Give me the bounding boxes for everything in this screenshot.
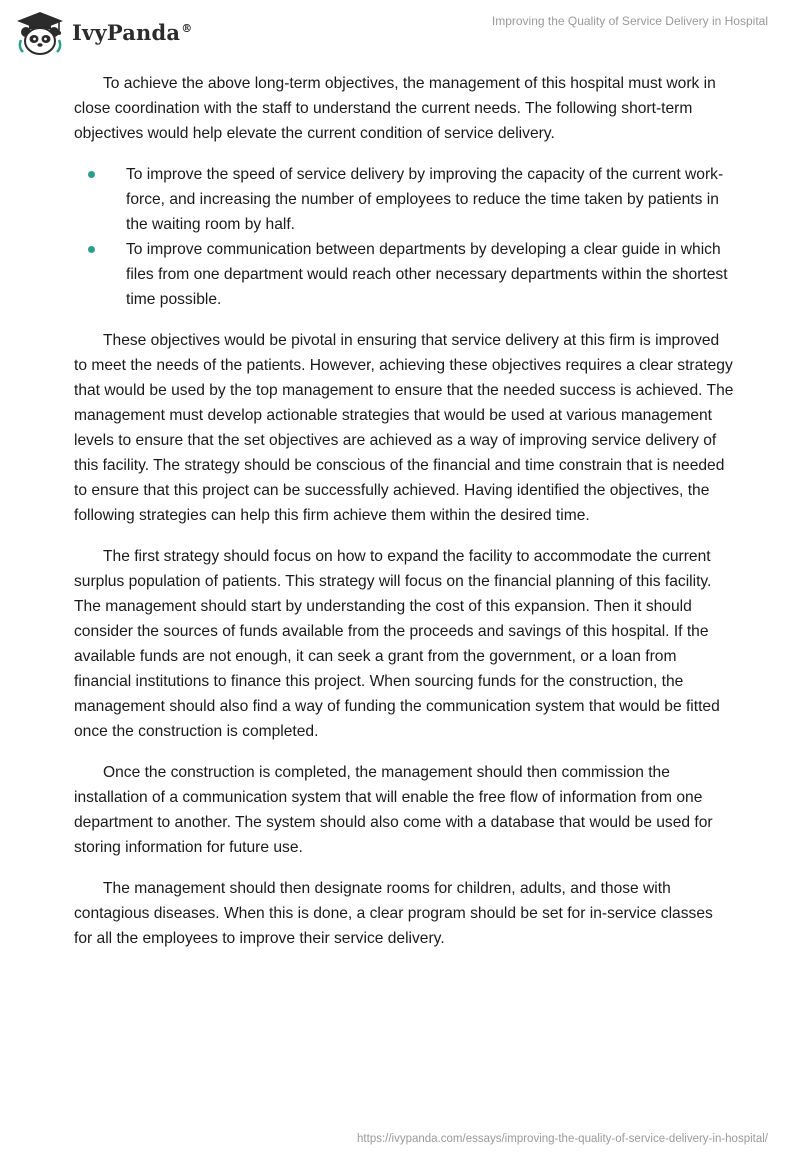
paragraph-4: Once the construction is completed, the management should then commission the installation of a communication system that will enable the free flow of information from one department to another. The system should also come with a database that would be used for storing information for future use. xyxy=(74,764,713,856)
ivypanda-logo[interactable] xyxy=(14,10,192,56)
essay-body xyxy=(74,71,734,967)
paragraph-3: The first strategy should focus on how to expand the facility to accommodate the current surplus population of patients. This strategy will focus on the financial planning of this facility. The management should start by understanding the cost of this expansion. Then it should consider the sources of funds available from the proceeds and savings of this hospital. If the available funds are not enough, it can seek a grant from the government, or a loan from financial institutions to finance this project. When sourcing funds for the construction, the management should also find a way of funding the communication system that would be fitted once the construction is completed. xyxy=(74,548,720,740)
list-item-text: To improve communication between departments by developing a clear guide in which files from one department would reach other necessary departments within the shortest time possible. xyxy=(126,241,728,308)
paragraph-2: These objectives would be pivotal in ensuring that service delivery at this firm is improved to meet the needs of the patients. However, achieving these objectives requires a clear strategy that would be used by the top management to ensure that the needed success is achieved. The management must develop actionable strategies that would be used at various management levels to ensure that the set objectives are achieved as a way of improving service delivery of this facility. The strategy should be conscious of the financial and time constrain that is needed to ensure that this project can be successfully achieved. Having identified the objectives, the following strategies can help this firm achieve them within the desired time. xyxy=(74,332,734,524)
paragraph-1: To achieve the above long-term objectives, the management of this hospital must work in close coordination with the staff to understand the current needs. The following short-term objectives would help elevate the current condition of service delivery. xyxy=(74,75,716,142)
registered-mark: ® xyxy=(181,21,193,35)
panda-graduate-icon xyxy=(14,10,66,56)
document-title: Improving the Quality of Service Delivery in Hospital xyxy=(491,14,768,28)
logo-text: IvyPanda® xyxy=(72,19,193,45)
objectives-list xyxy=(74,162,734,312)
bullet-dot-icon xyxy=(88,246,95,253)
list-item xyxy=(74,237,734,312)
paragraph-5: The management should then designate rooms for children, adults, and those with contagious diseases. When this is done, a clear program should be set for in-service classes for all the employees to improve their service delivery. xyxy=(74,880,713,947)
source-url[interactable]: https://ivypanda.com/essays/improving-the-quality-of-service-delivery-in-hospital/ xyxy=(357,1133,768,1145)
list-item xyxy=(74,162,734,237)
bullet-dot-icon xyxy=(88,171,95,178)
page-header xyxy=(0,0,800,64)
list-item-text: To improve the speed of service delivery by improving the capacity of the current work-force, and increasing the number of employees to reduce the time taken by patients in the waiting room by half. xyxy=(126,166,724,233)
